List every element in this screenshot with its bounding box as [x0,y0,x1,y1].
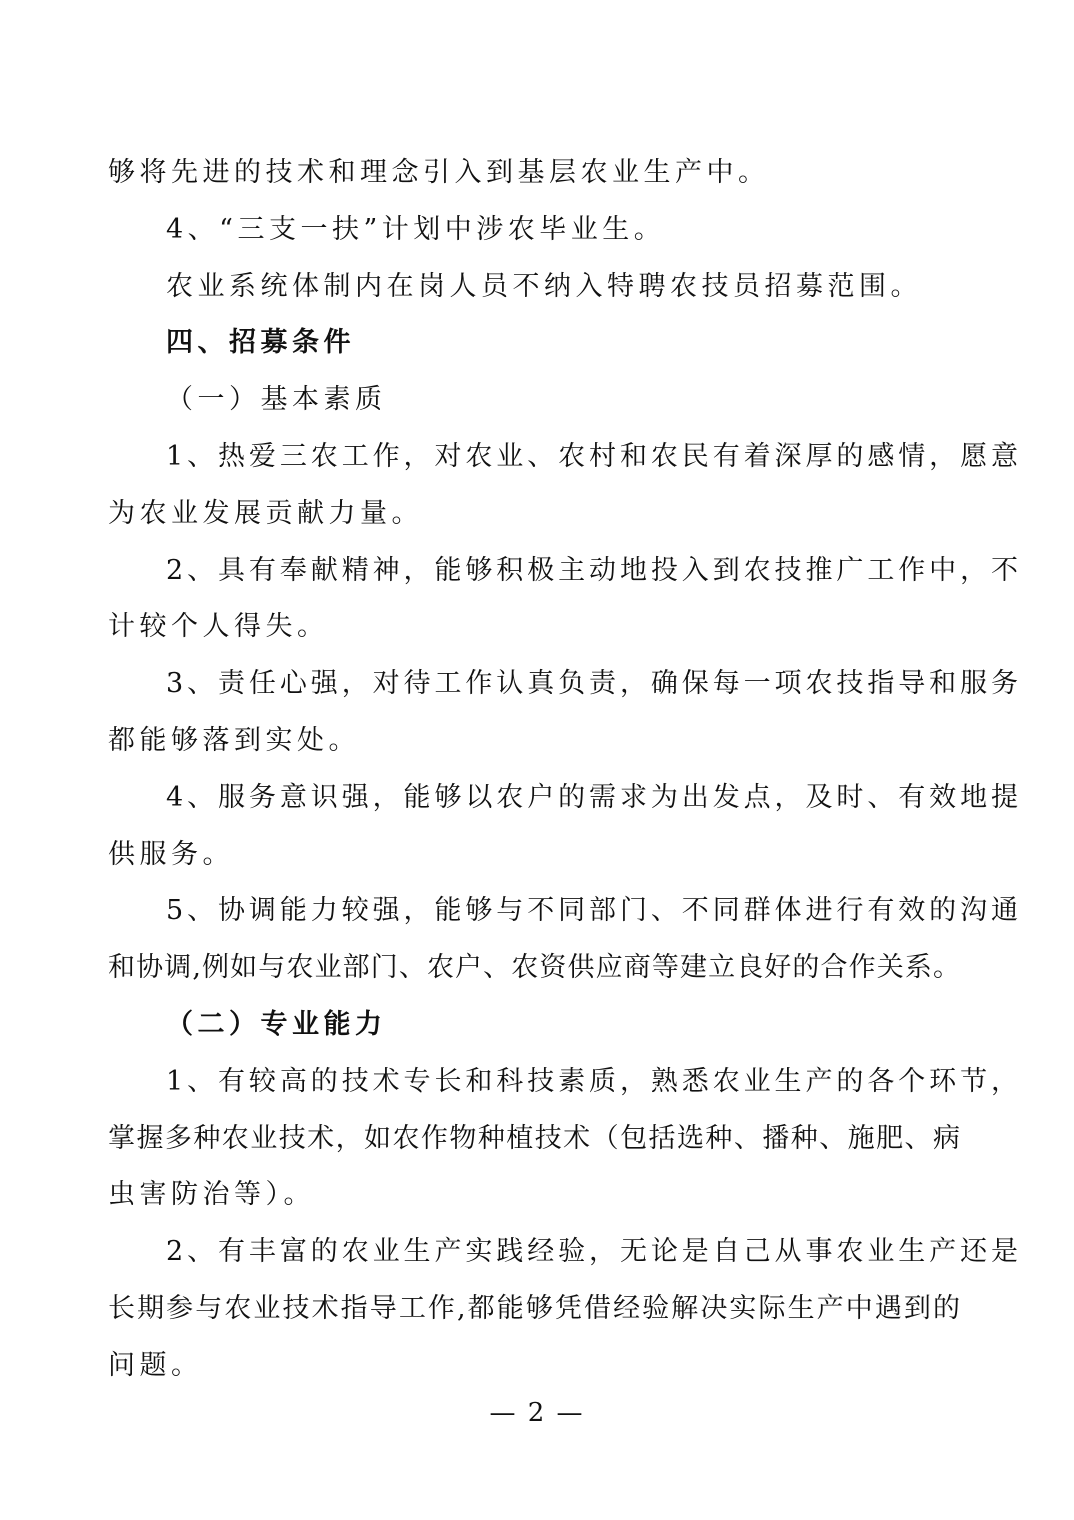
document-body [108,145,1018,1395]
list-item-continuation: 都能够落到实处。 [108,724,360,756]
list-item-continuation: 供服务。 [108,838,234,870]
paragraph-line: 够将先进的技术和理念引入到基层农业生产中。 [108,157,770,188]
list-item-continuation: 计较个人得失。 [108,611,329,643]
list-item-line: 1、热爱三农工作，对农业、农村和农民有着深厚的感情，愿意 [166,440,1018,472]
list-item-line: 3、责任心强，对待工作认真负责，确保每一项农技指导和服务 [166,668,1018,700]
list-item-line: 5、协调能力较强，能够与不同部门、不同群体进行有效的沟通 [166,895,1018,927]
list-item-continuation: 掌握多种农业技术，如农作物种植技术（包括选种、播种、施肥、病 [108,1122,960,1154]
subsection-heading: （二）专业能力 [166,1008,387,1040]
list-item-line: 1、有较高的技术专长和科技素质，熟悉农业生产的各个环节， [166,1065,1018,1097]
list-item-line: 2、有丰富的农业生产实践经验，无论是自己从事农业生产还是 [166,1236,1018,1268]
list-item-continuation: 虫害防治等）。 [108,1179,315,1211]
list-item-line: 4、“三支一扶”计划中涉农毕业生。 [166,213,666,245]
list-item-line: 2、具有奉献精神，能够积极主动地投入到农技推广工作中，不 [166,554,1018,586]
list-item-continuation: 和协调,例如与农业部门、农户、农资供应商等建立良好的合作关系。 [108,952,960,984]
list-item-continuation: 为农业发展贡献力量。 [108,497,423,529]
paragraph-line: 农业系统体制内在岗人员不纳入特聘农技员招募范围。 [166,270,922,302]
page-number: — 2 — [489,1398,585,1428]
list-item-continuation: 问题。 [108,1349,203,1381]
section-heading: 四、招募条件 [166,327,355,359]
list-item-continuation: 长期参与农业技术指导工作,都能够凭借经验解决实际生产中遇到的 [108,1292,960,1324]
subsection-heading: （一）基本素质 [166,384,387,416]
list-item-line: 4、服务意识强，能够以农户的需求为出发点，及时、有效地提 [166,781,1018,813]
